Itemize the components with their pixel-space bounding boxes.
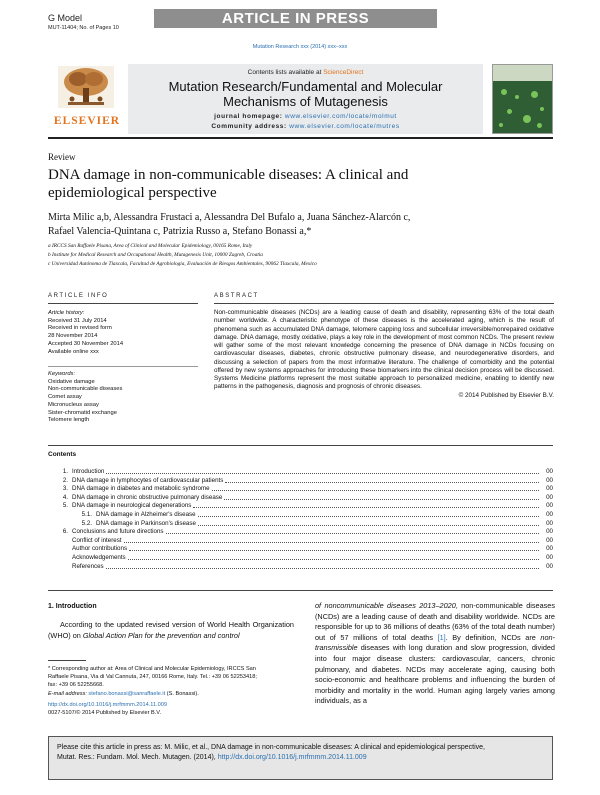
toc-label: DNA damage in chronic obstructive pulmonary disease [72, 493, 223, 501]
community-address-label: Community address: [211, 123, 287, 130]
toc-item[interactable] [48, 477, 553, 486]
toc-leader [198, 511, 539, 517]
article-history [48, 310, 198, 356]
affiliation-item: b Institute for Medical Research and Occupational Health, Mutagenesis Unit, 10000 Zagreb, Croatia [48, 252, 263, 258]
article-info-rule [48, 303, 198, 304]
toc-number [48, 545, 72, 554]
toc-page: 00 [546, 519, 553, 527]
cite-box-doi-link[interactable]: http://dx.doi.org/10.1016/j.mrfmmm.2014.11.009 [217, 754, 367, 761]
email-name: (S. Bonassi). [166, 690, 199, 697]
footnote-rule [48, 660, 86, 661]
toc-number: 3. [62, 485, 68, 493]
contents-heading: Contents [48, 451, 77, 458]
please-cite-box [48, 736, 553, 780]
toc-item[interactable] [48, 537, 553, 546]
article-history-label: Article history: [48, 310, 85, 316]
toc-page: 00 [546, 553, 553, 561]
intro-left-text: According to the updated revised version of World Health Organization (WHO) on [48, 620, 294, 640]
toc-page: 00 [546, 562, 553, 570]
toc-number [48, 563, 72, 572]
cite-box-line-1: Please cite this article in press as: M. Milic, et al., DNA damage in non-communicable diseases: A clinical and epidemiological perspective, [57, 744, 485, 751]
corresponding-author-line: fax: +39 06 52255668. [48, 682, 104, 689]
keywords-rule [48, 366, 198, 367]
toc-page: 00 [546, 545, 553, 553]
abstract-copyright: © 2014 Published by Elsevier B.V. [458, 391, 554, 399]
toc-label: DNA damage in Alzheimer's disease [96, 510, 196, 518]
cover-cell-mark [507, 109, 512, 114]
introduction-left-column [48, 620, 294, 641]
keyword-item: Micronucleus assay [48, 401, 99, 408]
footnotes [48, 665, 298, 717]
toc-page: 00 [546, 468, 553, 475]
toc-page: 00 [546, 476, 553, 484]
keyword-item: Non-communicable diseases [48, 386, 123, 393]
affiliation-item: a IRCCS San Raffaele Pisana, Area of Clinical and Molecular Epidemiology, 00165 Rome, Italy [48, 243, 253, 249]
toc-leader [224, 494, 539, 500]
toc-item[interactable] [48, 485, 553, 494]
toc-label: Conclusions and future directions [72, 528, 164, 536]
toc-number [48, 554, 72, 563]
contents-prefix: Contents lists available at [247, 69, 322, 76]
article-info-heading: ARTICLE INFO [48, 293, 109, 299]
author-list [48, 211, 553, 239]
toc-number: 4. [62, 493, 68, 501]
elsevier-wordmark: ELSEVIER [53, 115, 121, 127]
toc-subitem[interactable] [48, 520, 553, 529]
intro-left-italic: Global Action Plan for the prevention and control [82, 630, 240, 640]
toc-leader [225, 477, 539, 483]
toc-leader [106, 563, 539, 569]
journal-homepage-line [128, 113, 483, 120]
history-item: Received in revised form [48, 325, 112, 332]
toc-item[interactable] [48, 563, 553, 572]
keyword-item: Comet assay [48, 394, 82, 401]
abstract-text: Non-communicable diseases (NCDs) are a leading cause of death and disability, representing 63% of the total death number worldwide. A characteristic phenotype of these diseases is the accelerated aging, which is the result of phenomena such as accumulated DNA damage, telomere capping loss and subcellular irreversible/nonrepaired oxidative damage. DNA damage, mostly oxidative, plays a key role in the development of most common NCDs. The present review will gather some of the most relevant knowledge concerning the presence of DNA damage in NCDs focusing on cardiovascular diseases, diabetes, chronic obstructive pulmonary disease, and neurodegenerative disorders, and discussing a selection of papers from the most informative literature. The challenge of comorbidity and the potential offered by new systems approaches for introducing these biomarkers into the clinical decision process will be discussed. Systems Medicine platforms represent the most suitable approach to personalized medicine, enabling to identify new patterns in the pathogenesis, diagnosis and prognosis of chronic diseases. [214, 309, 554, 391]
email-label: E-mail address: [48, 690, 87, 697]
authors-line-1[interactable]: Mirta Milic a,b, Alessandra Frustaci a, Alessandra Del Bufalo a, Juana Sánchez-Alarcón c, [48, 212, 411, 223]
toc-subitem[interactable] [48, 511, 553, 520]
contents-top-rule [48, 445, 553, 446]
cover-cell-mark [523, 115, 531, 123]
intro-right-italic-2: non-transmissible [315, 632, 556, 653]
toc-leader [124, 537, 539, 543]
toc-number: 5.1. [81, 510, 92, 518]
toc-number: 6. [62, 528, 68, 536]
toc-number: 5. [62, 502, 68, 510]
history-item: Accepted 30 November 2014 [48, 340, 124, 347]
community-address-line [128, 123, 483, 130]
toc-label: References [72, 562, 104, 570]
toc-number: 2. [62, 476, 68, 484]
abstract-body [214, 309, 554, 400]
contents-available-line [128, 69, 483, 76]
toc-item[interactable] [48, 554, 553, 563]
intro-right-italic: of noncommunicable diseases 2013–2020 [315, 601, 456, 610]
toc-page: 00 [546, 510, 553, 518]
cover-cell-mark [499, 123, 503, 127]
ref-pages-line [48, 23, 119, 33]
affiliations [48, 242, 553, 269]
toc-label: DNA damage in lymphocytes of cardiovascular patients [72, 476, 224, 484]
toc-item[interactable] [48, 528, 553, 537]
journal-title-line-2: Mechanisms of Mutagenesis [223, 94, 388, 109]
authors-line-2[interactable]: Rafael Valencia-Quintana c, Patrizia Russo a, Stefano Bonassi a,* [48, 226, 312, 237]
intro-right-text-1: , non-communicable diseases (NCDs) are a leading cause of death and disability worldwide. NCDs are responsible for up to 36 millions of deaths (63% of the total death number) out of 57 millions of total deaths [315, 601, 555, 642]
doi-link[interactable]: http://dx.doi.org/10.1016/j.mrfmmm.2014.11.009 [48, 701, 167, 708]
history-item: 28 November 2014 [48, 333, 98, 340]
toc-leader [212, 485, 539, 491]
keyword-item: Sister-chromatid exchange [48, 409, 117, 416]
masthead-divider [48, 137, 553, 139]
introduction-heading: 1. Introduction [48, 603, 97, 610]
affiliation-item: c Universidad Autónoma de Tlaxcala, Facultad de Agrobiología, Evaluación de Riesgos Ambientales, 90062 Tlaxcala, Mexico [48, 261, 317, 267]
article-title-line-2: epidemiological perspective [48, 185, 217, 201]
toc-page: 00 [546, 528, 553, 536]
journal-info-box [128, 64, 483, 134]
toc-page: 00 [546, 536, 553, 544]
history-item: Received 31 July 2014 [48, 317, 107, 324]
g-model-text: G Model [48, 13, 83, 23]
journal-homepage-label: journal homepage: [214, 113, 283, 120]
journal-cover-image [492, 64, 553, 134]
cite-box-line-2 [57, 753, 544, 763]
corresponding-author-line: * Corresponding author at: Area of Clinical and Molecular Epidemiology, IRCCS San [48, 666, 256, 672]
toc-item[interactable] [48, 545, 553, 554]
cover-cell-mark [531, 91, 538, 98]
toc-label: Author contributions [72, 545, 128, 553]
toc-label: DNA damage in neurological degenerations [72, 502, 192, 510]
article-in-press-banner: ARTICLE IN PRESS [154, 9, 437, 28]
journal-title [128, 79, 483, 109]
toc-leader [106, 468, 539, 474]
abstract-heading: ABSTRACT [214, 293, 259, 299]
keywords [48, 371, 198, 425]
toc-item[interactable] [48, 468, 553, 477]
elsevier-logo [48, 66, 126, 132]
article-title [48, 166, 548, 202]
table-of-contents [48, 468, 553, 571]
toc-label: DNA damage in diabetes and metabolic syndrome [72, 485, 210, 493]
toc-number [48, 537, 72, 546]
g-model-label [48, 13, 119, 33]
toc-label: Introduction [72, 468, 105, 475]
citation-link[interactable]: [1] [437, 632, 446, 642]
sciencedirect-link[interactable]: ScienceDirect [323, 69, 364, 76]
article-type: Review [48, 152, 76, 162]
journal-cite-line[interactable]: Mutation Research xxx (2014) xxx–xxx [252, 44, 348, 50]
ref-line: MUT-11404; [48, 25, 78, 31]
toc-leader [198, 520, 539, 526]
page-count: No. of Pages 10 [79, 25, 119, 31]
introduction-right-column [315, 601, 555, 707]
journal-title-line-1: Mutation Research/Fundamental and Molecular [168, 79, 443, 94]
cover-cell-mark [501, 89, 507, 95]
keyword-item: Telomere length [48, 417, 90, 424]
toc-label: Conflict of interest [72, 536, 122, 544]
toc-leader [129, 545, 539, 551]
cover-cell-mark [537, 123, 542, 128]
cover-cell-mark [540, 107, 544, 111]
toc-leader [193, 502, 539, 508]
cover-title-band [493, 65, 553, 81]
issn-line: 0027-5107/© 2014 Published by Elsevier B.V. [48, 710, 162, 717]
article-title-line-1: DNA damage in non-communicable diseases: A clinical and [48, 167, 409, 183]
keyword-item: Oxidative damage [48, 378, 95, 385]
toc-label: DNA damage in Parkinson's disease [96, 519, 196, 527]
email-link[interactable]: stefano.bonassi@sanraffaele.it [88, 690, 166, 697]
toc-leader [166, 528, 540, 534]
toc-page: 00 [546, 493, 553, 501]
abstract-rule [214, 303, 554, 304]
email-line [48, 690, 298, 698]
contents-bottom-rule [48, 590, 553, 591]
intro-right-text-3: diseases with long duration and slow progression, divided into four major disease clusters: cardiovascular, cancers, chronic pulmonary, and diabetes. NCDs may accelerate aging, causing both socio-economic and healthcare problems and influencing the burden of morbidity and mortality in the world. Human aging largely varies among individuals, as a [315, 643, 555, 706]
toc-page: 00 [546, 485, 553, 493]
toc-number: 5.2. [81, 519, 92, 527]
cite-box-journal: Mutat. Res.: Fundam. Mol. Mech. Mutagen. (2014), [57, 754, 218, 761]
community-address-link[interactable]: www.elsevier.com/locate/mutres [289, 123, 400, 130]
intro-right-text-2: . By definition, NCDs are [445, 632, 541, 642]
cover-cell-mark [515, 95, 519, 99]
journal-homepage-link[interactable]: www.elsevier.com/locate/molmut [284, 113, 397, 120]
corresponding-author-line: Raffaele Pisana, Via di Val Cannuta, 247, 00166 Rome, Italy. Tel.: +39 06 52253418; [48, 674, 257, 681]
toc-label: Acknowledgements [72, 553, 126, 561]
toc-number: 1. [62, 468, 68, 475]
toc-item[interactable] [48, 502, 553, 511]
history-item: Available online xxx [48, 348, 99, 355]
keywords-label: Keywords: [48, 371, 76, 377]
toc-leader [128, 554, 539, 560]
toc-page: 00 [546, 502, 553, 510]
toc-item[interactable] [48, 494, 553, 503]
elsevier-tree-icon [58, 66, 114, 108]
